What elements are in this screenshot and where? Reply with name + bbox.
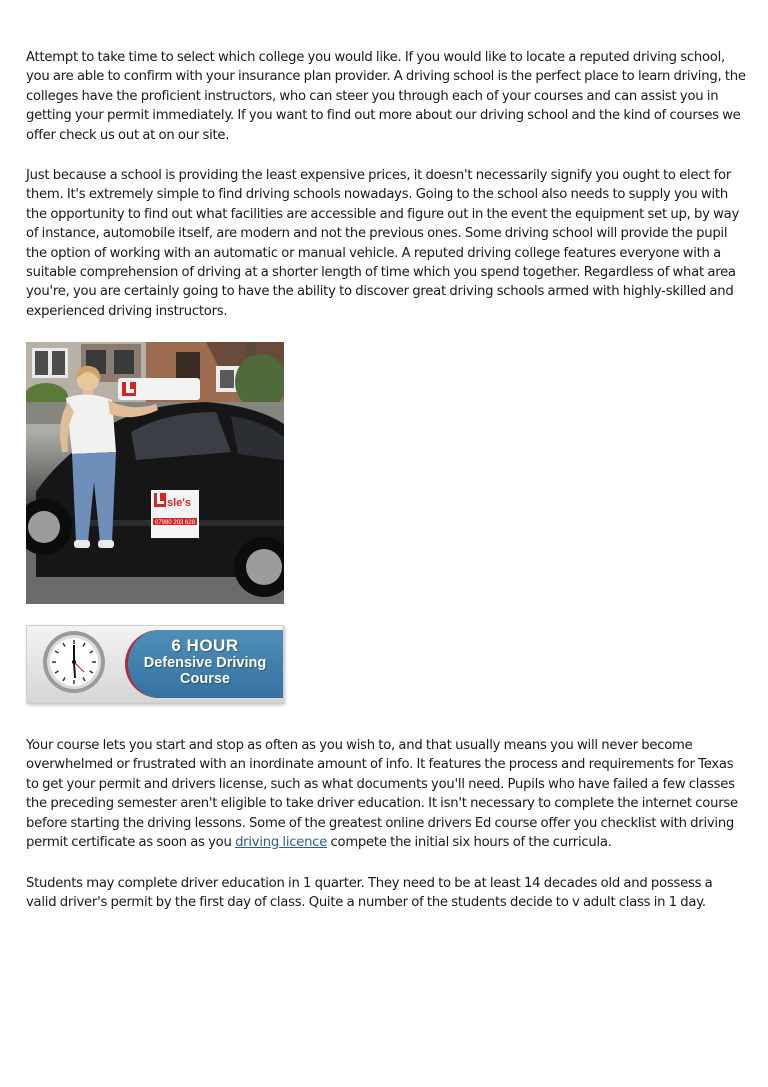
paragraph-3-text-end: compete the initial six hours of the curricula. <box>327 835 612 851</box>
banner-line-1: 6 HOUR <box>171 636 239 655</box>
paragraph-2: Just because a school is providing the least expensive prices, it doesn't necessarily signify you ought to elect for them. It's extremely simple to find driving schools nowadays. Going to the school also needs to supply you with the opportunity to find out what facilities are accessible and figure out in the event the equipment set up, by way of instance, automobile itself, are modern and not the previous ones. Some driving school will provide the pupil the option of working with an automatic or manual vehicle. A reputed driving college features everyone with a suitable comprehension of driving at a shorter length of time which you spend together. Regardless of what area you're, you are certainly going to have the ability to discover great driving schools armed with highly-skilled and experienced driving instructors. <box>26 168 740 319</box>
paragraph-4: Students may complete driver education in 1 quarter. They need to be at least 14 decades old and possess a valid driver's permit by the first day of class. Quite a number of the students decide to v adult class in 1 day. <box>26 876 713 911</box>
clock-icon <box>42 630 106 694</box>
car-sign-name: sle's <box>167 497 192 509</box>
banner-line-3: Course <box>180 671 230 687</box>
paragraph-3 <box>26 736 746 852</box>
driving-instructor-photo <box>26 342 284 604</box>
defensive-driving-banner <box>26 625 284 703</box>
banner-line-2: Defensive Driving <box>143 655 267 671</box>
car-sign-phone: 07980 203 628 <box>155 520 196 526</box>
driving-licence-link[interactable]: driving licence <box>235 835 328 851</box>
paragraph-1: Attempt to take time to select which college you would like. If you would like to locate a reputed driving school, you are able to confirm with your insurance plan provider. A driving school is the perfect place to learn driving, the colleges have the proficient instructors, who can steer you through each of your courses and can assist you in getting your permit immediately. If you want to find out more about our driving school and the kind of courses we offer check us out at on our site. <box>26 50 746 143</box>
paragraph-3-text-start: Your course lets you start and stop as often as you wish to, and that usually means you will never become overwhelmed or frustrated with an inordinate amount of info. It features the process and requirements for Texas to get your permit and drivers license, such as what documents you'll need. Pupils who have failed a few classes the preceding semester aren't eligible to take driver education. It isn't necessary to complete the internet course before starting the driving lessons. Some of the greatest online drivers Ed course offer you checklist with driving permit certificate as soon as you <box>26 738 738 851</box>
